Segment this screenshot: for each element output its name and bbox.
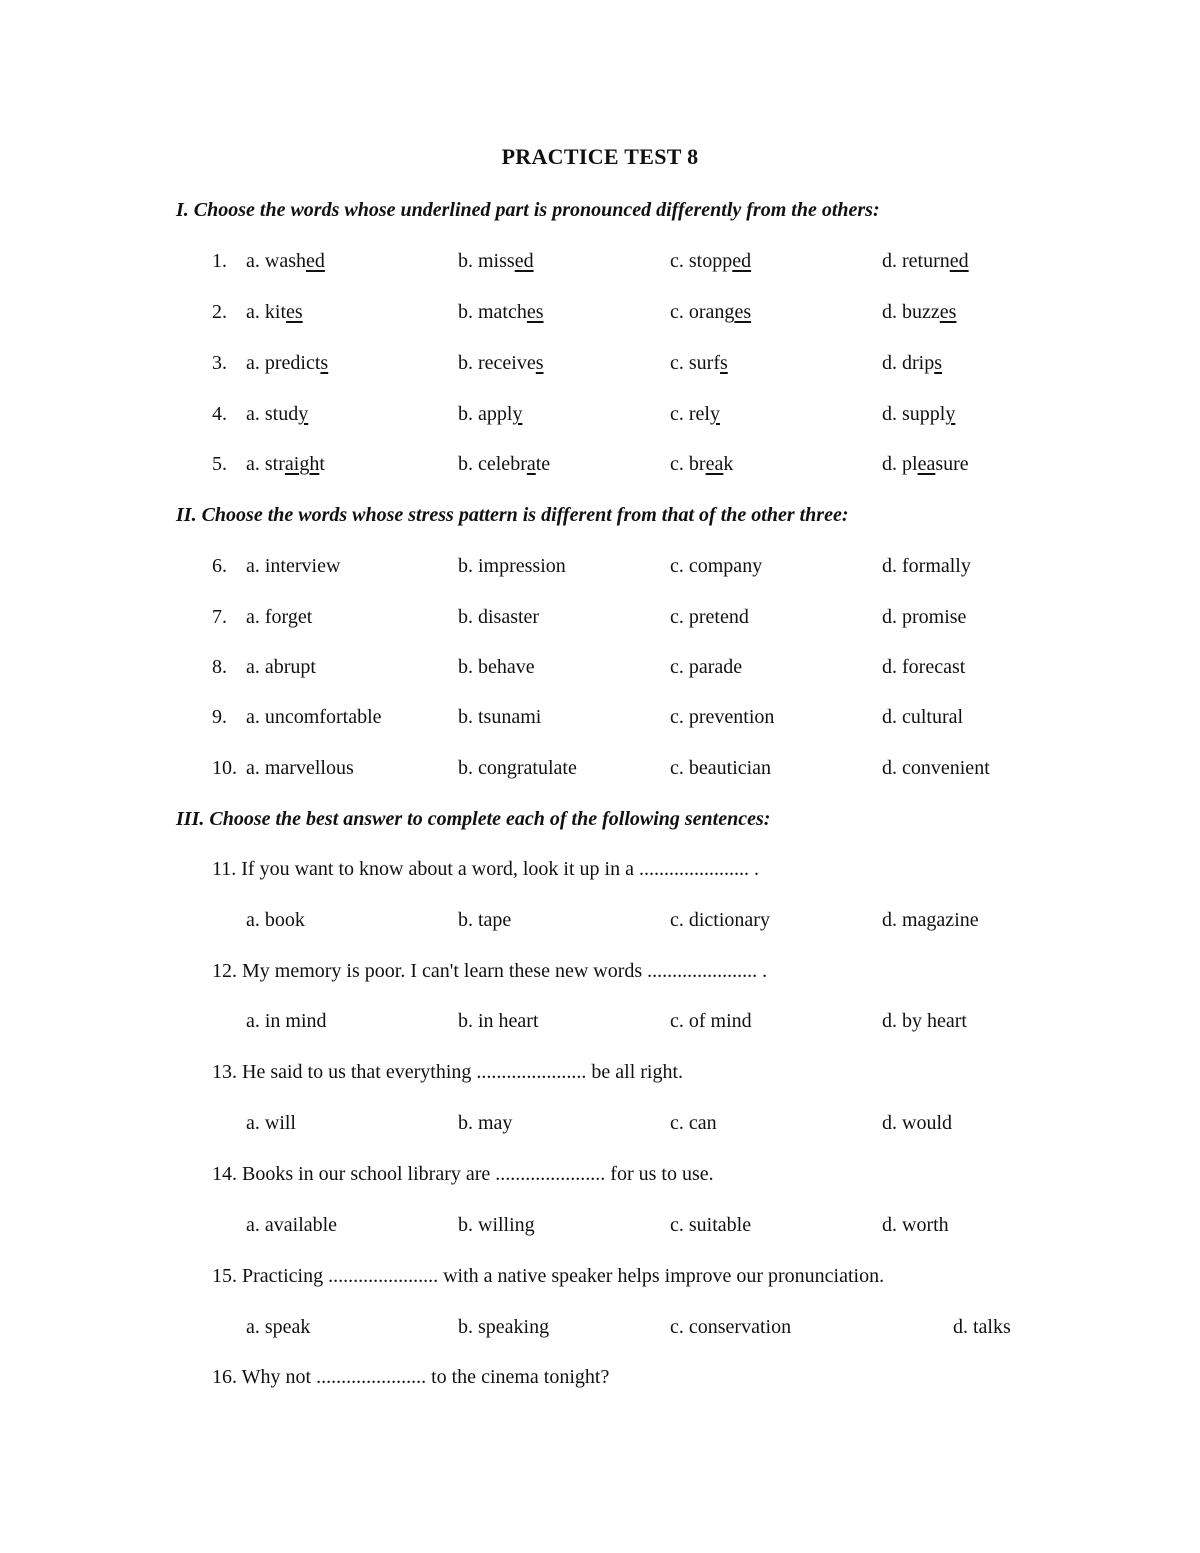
option-b[interactable]: b. missed [458, 250, 534, 272]
question-6 [0, 555, 1200, 585]
option-b[interactable]: b. willing [458, 1214, 535, 1236]
question-number: 5. [212, 453, 227, 475]
option-a[interactable]: a. study [246, 403, 309, 425]
option-a[interactable]: a. interview [246, 555, 341, 577]
option-a[interactable]: a. available [246, 1214, 338, 1236]
option-a[interactable]: a. kites [246, 301, 303, 323]
question-12-stem [0, 960, 1200, 990]
option-c[interactable]: c. company [670, 555, 763, 577]
option-d[interactable]: d. buzzes [882, 301, 957, 323]
question-text: 16. Why not ...................... to the cinema tonight? [212, 1366, 610, 1388]
option-b[interactable]: b. tsunami [458, 706, 542, 728]
question-text: 14. Books in our school library are ...................... for us to use. [212, 1163, 714, 1185]
option-d[interactable]: d. worth [882, 1214, 949, 1236]
question-14-options [0, 1214, 1200, 1244]
option-d[interactable]: d. promise [882, 606, 967, 628]
question-number: 4. [212, 403, 227, 425]
section-2-heading: II. Choose the words whose stress pattern is different from that of the other three: [176, 504, 849, 526]
option-c[interactable]: c. rely [670, 403, 720, 425]
option-c[interactable]: c. of mind [670, 1010, 752, 1032]
option-c[interactable]: c. surfs [670, 352, 728, 374]
question-13-options [0, 1112, 1200, 1142]
option-b[interactable]: b. matches [458, 301, 544, 323]
question-13-stem [0, 1061, 1200, 1091]
question-16-stem [0, 1366, 1200, 1396]
question-text: 15. Practicing ...................... with a native speaker helps improve our pronunciation. [212, 1265, 885, 1287]
option-c[interactable]: c. can [670, 1112, 717, 1134]
option-d[interactable]: d. by heart [882, 1010, 967, 1032]
option-d[interactable]: d. formally [882, 555, 971, 577]
option-c[interactable]: c. break [670, 453, 734, 475]
question-4 [0, 403, 1200, 433]
option-d[interactable]: d. drips [882, 352, 943, 374]
option-c[interactable]: c. conservation [670, 1316, 792, 1338]
question-number: 9. [212, 706, 227, 728]
option-b[interactable]: b. impression [458, 555, 566, 577]
question-7 [0, 606, 1200, 636]
option-b[interactable]: b. in heart [458, 1010, 539, 1032]
question-8 [0, 656, 1200, 686]
question-15-options [0, 1316, 1200, 1346]
option-a[interactable]: a. washed [246, 250, 325, 272]
question-5 [0, 453, 1200, 483]
section-1-heading: I. Choose the words whose underlined part is pronounced differently from the others: [176, 199, 880, 221]
option-a[interactable]: a. in mind [246, 1010, 327, 1032]
option-d[interactable]: d. returned [882, 250, 969, 272]
question-text: 13. He said to us that everything ...................... be all right. [212, 1061, 684, 1083]
option-d[interactable]: d. would [882, 1112, 952, 1134]
question-11-options [0, 909, 1200, 939]
page-title: PRACTICE TEST 8 [501, 144, 699, 169]
option-b[interactable]: b. congratulate [458, 757, 577, 779]
option-c[interactable]: c. dictionary [670, 909, 770, 931]
section-3-heading: III. Choose the best answer to complete each of the following sentences: [176, 808, 771, 830]
option-a[interactable]: a. forget [246, 606, 313, 628]
option-c[interactable]: c. stopped [670, 250, 752, 272]
question-14-stem [0, 1163, 1200, 1193]
question-10 [0, 757, 1200, 787]
option-b[interactable]: b. disaster [458, 606, 540, 628]
option-b[interactable]: b. may [458, 1112, 513, 1134]
option-a[interactable]: a. speak [246, 1316, 311, 1338]
option-a[interactable]: a. abrupt [246, 656, 316, 678]
option-b[interactable]: b. receives [458, 352, 544, 374]
question-number: 1. [212, 250, 227, 272]
option-d[interactable]: d. magazine [882, 909, 979, 931]
option-a[interactable]: a. predicts [246, 352, 329, 374]
option-b[interactable]: b. tape [458, 909, 512, 931]
option-b[interactable]: b. speaking [458, 1316, 550, 1338]
option-c[interactable]: c. beautician [670, 757, 772, 779]
option-d[interactable]: d. cultural [882, 706, 964, 728]
question-3 [0, 352, 1200, 382]
question-number: 10. [212, 757, 237, 779]
option-d[interactable]: d. forecast [882, 656, 966, 678]
option-a[interactable]: a. uncomfortable [246, 706, 382, 728]
question-2 [0, 301, 1200, 331]
option-a[interactable]: a. straight [246, 453, 325, 475]
question-text: 12. My memory is poor. I can't learn these new words ...................... . [212, 960, 768, 982]
option-d[interactable]: d. convenient [882, 757, 990, 779]
question-number: 7. [212, 606, 227, 628]
question-11-stem [0, 858, 1200, 888]
option-b[interactable]: b. celebrate [458, 453, 551, 475]
option-a[interactable]: a. book [246, 909, 305, 931]
question-15-stem [0, 1265, 1200, 1295]
option-b[interactable]: b. behave [458, 656, 535, 678]
option-c[interactable]: c. pretend [670, 606, 749, 628]
option-a[interactable]: a. will [246, 1112, 296, 1134]
option-d[interactable]: d. supply [882, 403, 956, 425]
option-d[interactable]: d. talks [953, 1316, 1011, 1338]
option-c[interactable]: c. suitable [670, 1214, 752, 1236]
question-number: 3. [212, 352, 227, 374]
option-c[interactable]: c. prevention [670, 706, 775, 728]
question-12-options [0, 1010, 1200, 1040]
option-c[interactable]: c. parade [670, 656, 743, 678]
option-b[interactable]: b. apply [458, 403, 523, 425]
question-9 [0, 706, 1200, 736]
option-d[interactable]: d. pleasure [882, 453, 969, 475]
option-c[interactable]: c. oranges [670, 301, 752, 323]
question-number: 2. [212, 301, 227, 323]
question-number: 6. [212, 555, 227, 577]
question-number: 8. [212, 656, 227, 678]
question-text: 11. If you want to know about a word, look it up in a ...................... . [212, 858, 759, 880]
option-a[interactable]: a. marvellous [246, 757, 354, 779]
question-1 [0, 250, 1200, 280]
